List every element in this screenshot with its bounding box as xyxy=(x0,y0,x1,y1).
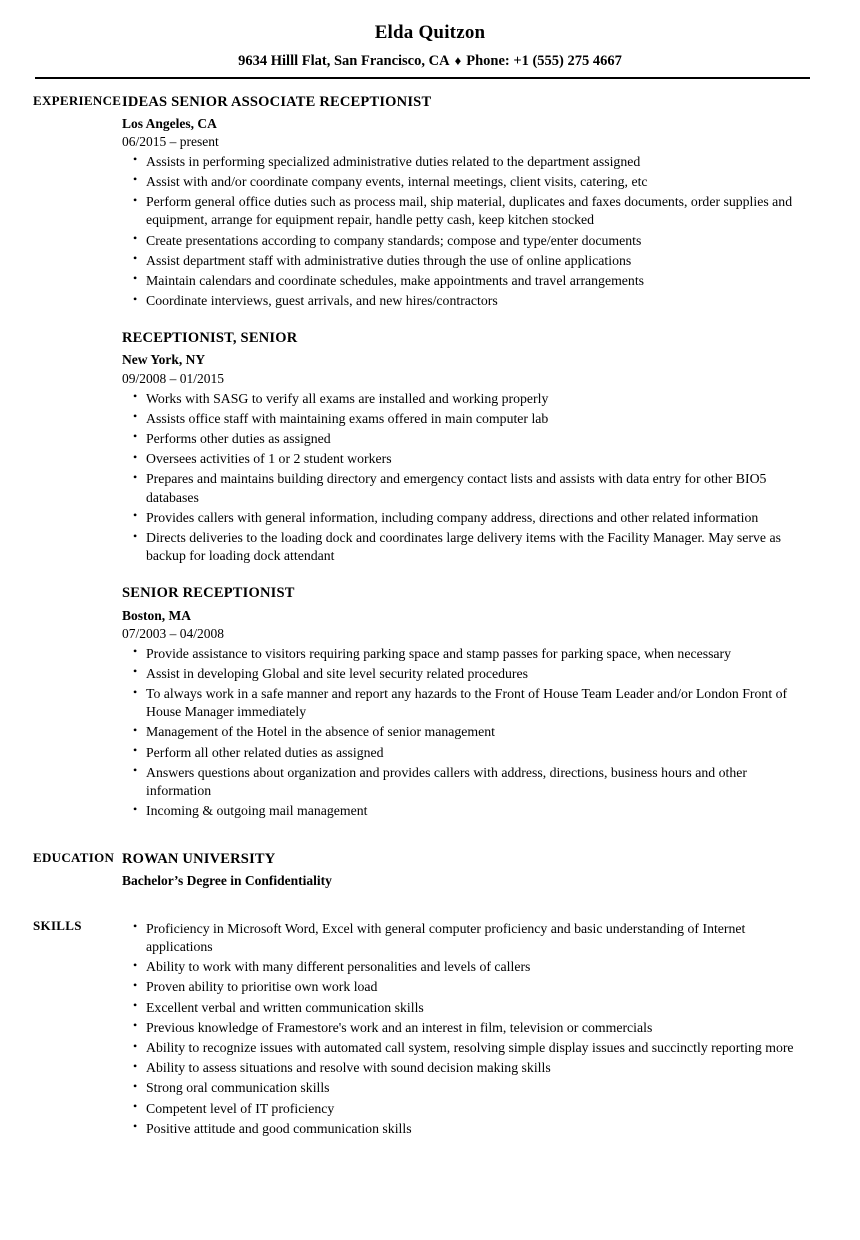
job-bullet: • Perform all other related duties as assigned xyxy=(122,744,810,762)
job-bullet-list xyxy=(122,390,810,566)
job-bullet: • Assist department staff with administrative duties through the use of online applications xyxy=(122,252,810,270)
job-bullet: • Answers questions about organization and provides callers with address, directions, business hours and other information xyxy=(122,764,810,800)
job-bullet: • Prepares and maintains building directory and emergency contact lists and assists with data entry for other BIO5 databases xyxy=(122,470,810,506)
skill-bullet: • Previous knowledge of Framestore's work and an interest in film, television or commercials xyxy=(122,1019,810,1037)
job-bullet: • Performs other duties as assigned xyxy=(122,430,810,448)
experience-entry xyxy=(122,93,810,311)
job-title: IDEAS SENIOR ASSOCIATE RECEPTIONIST xyxy=(122,93,432,110)
job-location: Boston, MA xyxy=(122,607,192,623)
education-label: EDUCATION xyxy=(33,850,115,866)
job-bullet: • Provides callers with general information, including company address, directions and other related information xyxy=(122,509,810,527)
job-location: Los Angeles, CA xyxy=(122,115,217,131)
skill-bullet: • Excellent verbal and written communication skills xyxy=(122,999,810,1017)
job-dates: 09/2008 – 01/2015 xyxy=(122,371,225,387)
job-bullet: • Assist in developing Global and site level security related procedures xyxy=(122,665,810,683)
experience-entry xyxy=(122,329,810,565)
job-bullet-list xyxy=(122,153,810,311)
skill-bullet: • Positive attitude and good communication skills xyxy=(122,1120,810,1138)
job-dates: 07/2003 – 04/2008 xyxy=(122,626,225,642)
experience-section xyxy=(0,93,860,821)
skill-bullet: • Competent level of IT proficiency xyxy=(122,1100,810,1118)
education-section xyxy=(0,850,860,889)
job-dates: 06/2015 – present xyxy=(122,134,219,150)
job-bullet: • Coordinate interviews, guest arrivals, and new hires/contractors xyxy=(122,292,810,310)
experience-content xyxy=(122,93,860,821)
contact-line xyxy=(0,53,860,70)
job-bullet-list xyxy=(122,645,810,821)
skill-bullet: • Strong oral communication skills xyxy=(122,1079,810,1097)
job-bullet: • Assists office staff with maintaining exams offered in main computer lab xyxy=(122,410,810,428)
candidate-name: Elda Quitzon xyxy=(374,22,486,43)
header-divider xyxy=(35,77,810,79)
skills-section xyxy=(0,918,860,1138)
skill-bullet: • Ability to assess situations and resolve with sound decision making skills xyxy=(122,1059,810,1077)
skill-bullet: • Proficiency in Microsoft Word, Excel with general computer proficiency and basic understanding of Internet applications xyxy=(122,920,810,956)
school-name: ROWAN UNIVERSITY xyxy=(122,851,276,868)
job-bullet: • To always work in a safe manner and report any hazards to the Front of House Team Leader and/or London Front of House Manager immediately xyxy=(122,685,810,721)
resume-header xyxy=(0,0,860,79)
job-bullet: • Create presentations according to company standards; compose and type/enter documents xyxy=(122,232,810,250)
degree-name: Bachelor’s Degree in Confidentiality xyxy=(122,873,332,889)
skill-bullet: • Ability to recognize issues with automated call system, resolving simple display issues and succinctly reporting more xyxy=(122,1039,810,1057)
experience-label: EXPERIENCE xyxy=(33,92,122,108)
skills-content xyxy=(122,918,860,1138)
job-bullet: • Incoming & outgoing mail management xyxy=(122,802,810,820)
job-title: RECEPTIONIST, SENIOR xyxy=(122,330,298,347)
job-bullet: • Maintain calendars and coordinate schedules, make appointments and travel arrangements xyxy=(122,272,810,290)
job-bullet: • Oversees activities of 1 or 2 student workers xyxy=(122,450,810,468)
contact-phone: Phone: +1 (555) 275 4667 xyxy=(466,52,622,69)
job-location: New York, NY xyxy=(122,352,206,368)
job-title: SENIOR RECEPTIONIST xyxy=(122,585,295,602)
skills-label: SKILLS xyxy=(33,917,82,933)
job-bullet: • Assists in performing specialized administrative duties related to the department assigned xyxy=(122,153,810,171)
skills-bullet-list xyxy=(122,920,810,1138)
job-bullet: • Works with SASG to verify all exams are installed and working properly xyxy=(122,390,810,408)
job-bullet: • Management of the Hotel in the absence of senior management xyxy=(122,723,810,741)
contact-address: 9634 Hilll Flat, San Francisco, CA xyxy=(238,52,450,69)
skill-bullet: • Ability to work with many different personalities and levels of callers xyxy=(122,958,810,976)
education-content xyxy=(122,850,860,889)
job-bullet: • Provide assistance to visitors requiring parking space and stamp passes for parking space, when necessary xyxy=(122,645,810,663)
experience-entry xyxy=(122,584,810,820)
job-bullet: • Directs deliveries to the loading dock and coordinates large delivery items with the Facility Manager. May serve as backup for loading dock attendant xyxy=(122,529,810,565)
job-bullet: • Perform general office duties such as process mail, ship material, duplicates and faxes documents, order supplies and equipment, arrange for equipment repair, handle petty cash, keep kitchen stocked xyxy=(122,193,810,229)
diamond-separator-icon: ♦ xyxy=(454,52,462,68)
job-bullet: • Assist with and/or coordinate company events, internal meetings, client visits, catering, etc xyxy=(122,173,810,191)
skill-bullet: • Proven ability to prioritise own work load xyxy=(122,978,810,996)
